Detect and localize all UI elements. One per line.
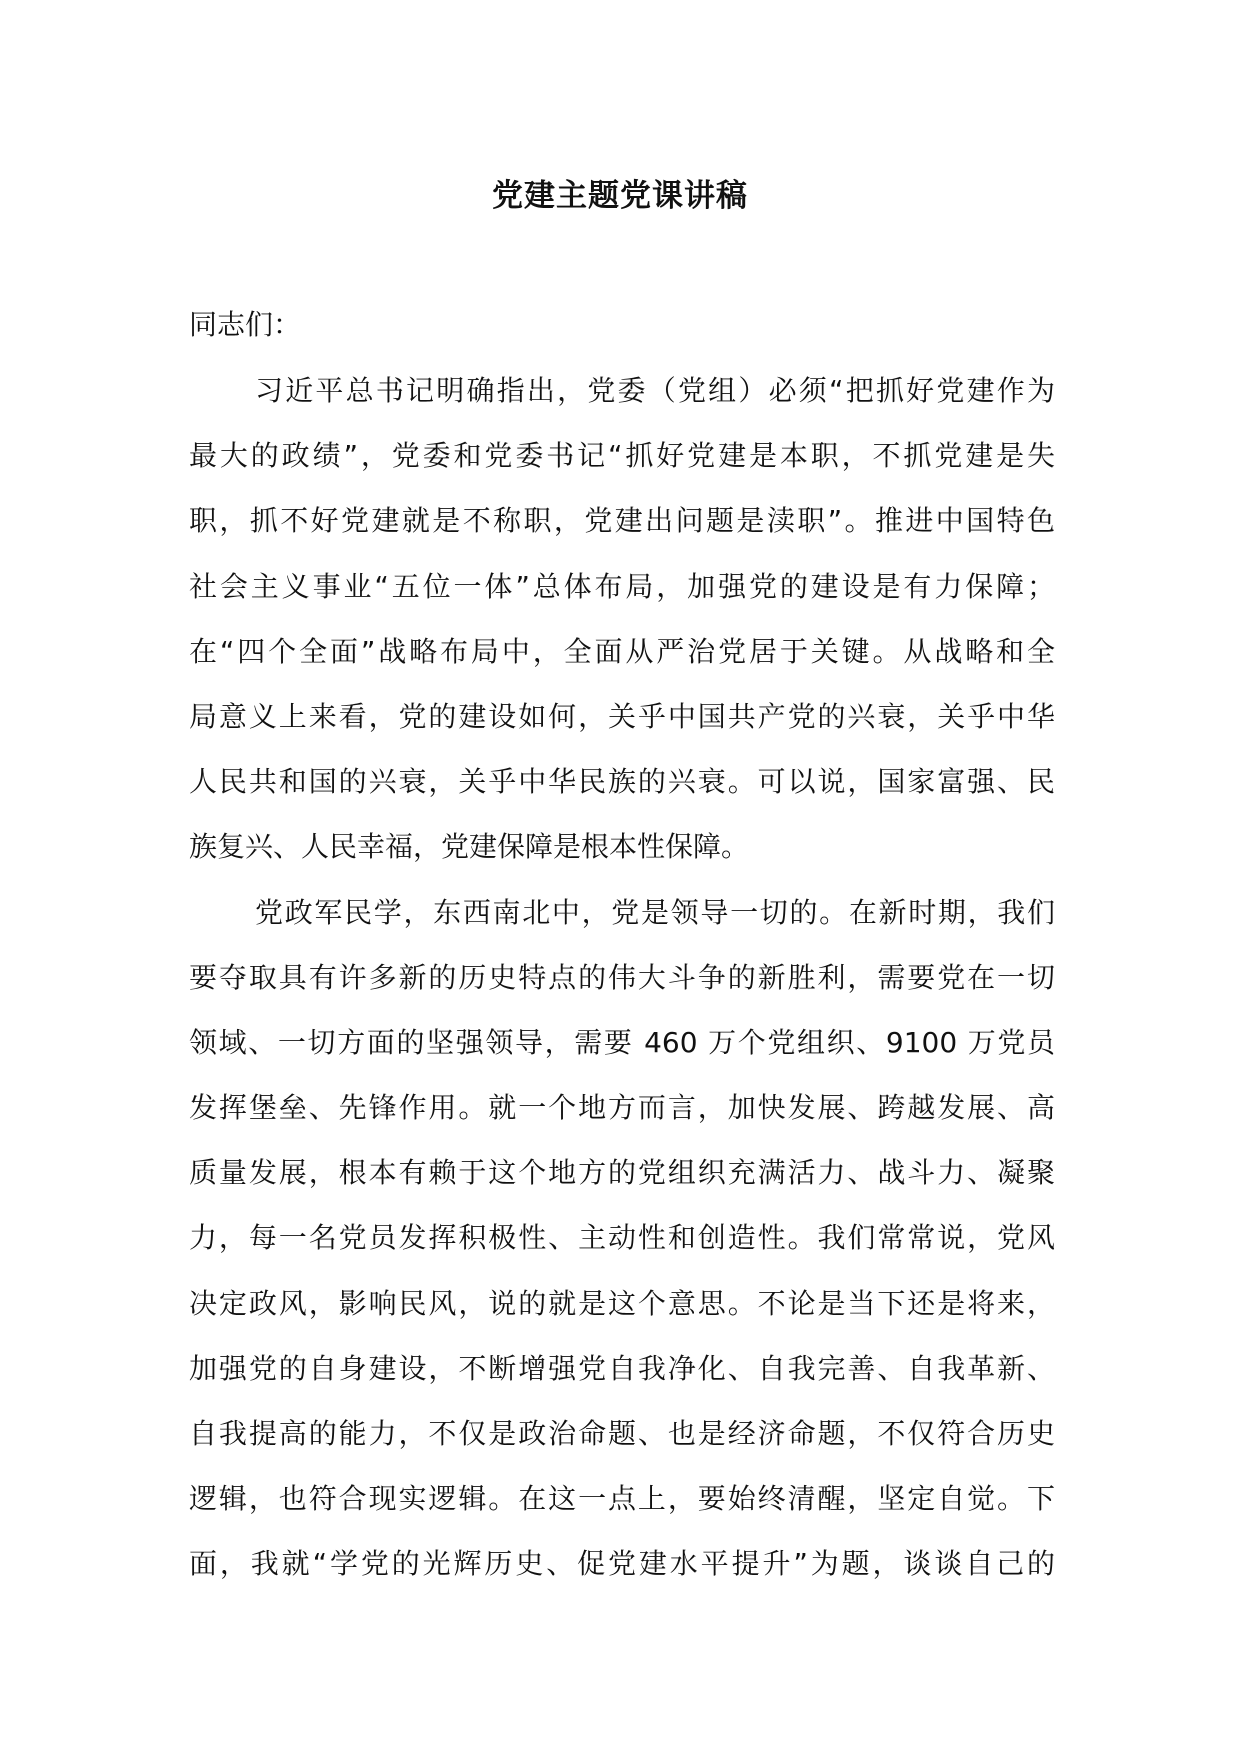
document-body bbox=[189, 371, 1055, 1610]
paragraph-1-line-3: 职，抓不好党建就是不称职，党建出问题是渎职”。推进中国特色 bbox=[189, 504, 1055, 538]
paragraph-2-line-5: 质量发展，根本有赖于这个地方的党组织充满活力、战斗力、凝聚 bbox=[189, 1156, 1055, 1190]
paragraph-1-line-4: 社会主义事业“五位一体”总体布局，加强党的建设是有力保障； bbox=[189, 569, 1055, 603]
paragraph-1-line-5: 在“四个全面”战略布局中，全面从严治党居于关键。从战略和全 bbox=[189, 634, 1055, 668]
paragraph-1-line-1: 习近平总书记明确指出，党委（党组）必须“把抓好党建作为 bbox=[255, 374, 1055, 407]
paragraph-1-line-7: 人民共和国的兴衰，关乎中华民族的兴衰。可以说，国家富强、民 bbox=[189, 765, 1055, 799]
salutation: 同志们： bbox=[189, 308, 302, 341]
document-title: 党建主题党课讲稿 bbox=[492, 178, 748, 214]
paragraph-1-line-2: 最大的政绩”，党委和党委书记“抓好党建是本职，不抓党建是失 bbox=[189, 439, 1055, 473]
paragraph-1-line-8: 族复兴、人民幸福，党建保障是根本性保障。 bbox=[189, 830, 750, 864]
paragraph-2-line-6: 力，每一名党员发挥积极性、主动性和创造性。我们常常说，党风 bbox=[189, 1221, 1055, 1255]
paragraph-2-line-9: 自我提高的能力，不仅是政治命题、也是经济命题，不仅符合历史 bbox=[189, 1417, 1055, 1450]
paragraph-2-line-1: 党政军民学，东西南北中，党是领导一切的。在新时期，我们 bbox=[255, 895, 1055, 929]
paragraph-2-line-8: 加强党的自身建设，不断增强党自我净化、自我完善、自我革新、 bbox=[189, 1351, 1055, 1385]
paragraph-2-line-10: 逻辑，也符合现实逻辑。在这一点上，要始终清醒，坚定自觉。下 bbox=[189, 1482, 1055, 1516]
paragraph-2-line-7: 决定政风，影响民风，说的就是这个意思。不论是当下还是将来， bbox=[189, 1286, 1055, 1320]
paragraph-2-line-11: 面，我就“学党的光辉历史、促党建水平提升”为题，谈谈自己的 bbox=[189, 1547, 1055, 1581]
paragraph-1-line-6: 局意义上来看，党的建设如何，关乎中国共产党的兴衰，关乎中华 bbox=[189, 699, 1055, 733]
paragraph-2-line-2: 要夺取具有许多新的历史特点的伟大斗争的新胜利，需要党在一切 bbox=[189, 960, 1055, 994]
paragraph-2-line-3: 领域、一切方面的坚强领导，需要 460 万个党组织、9100 万党员 bbox=[189, 1025, 1055, 1059]
paragraph-2-line-4: 发挥堡垒、先锋作用。就一个地方而言，加快发展、跨越发展、高 bbox=[189, 1091, 1055, 1125]
